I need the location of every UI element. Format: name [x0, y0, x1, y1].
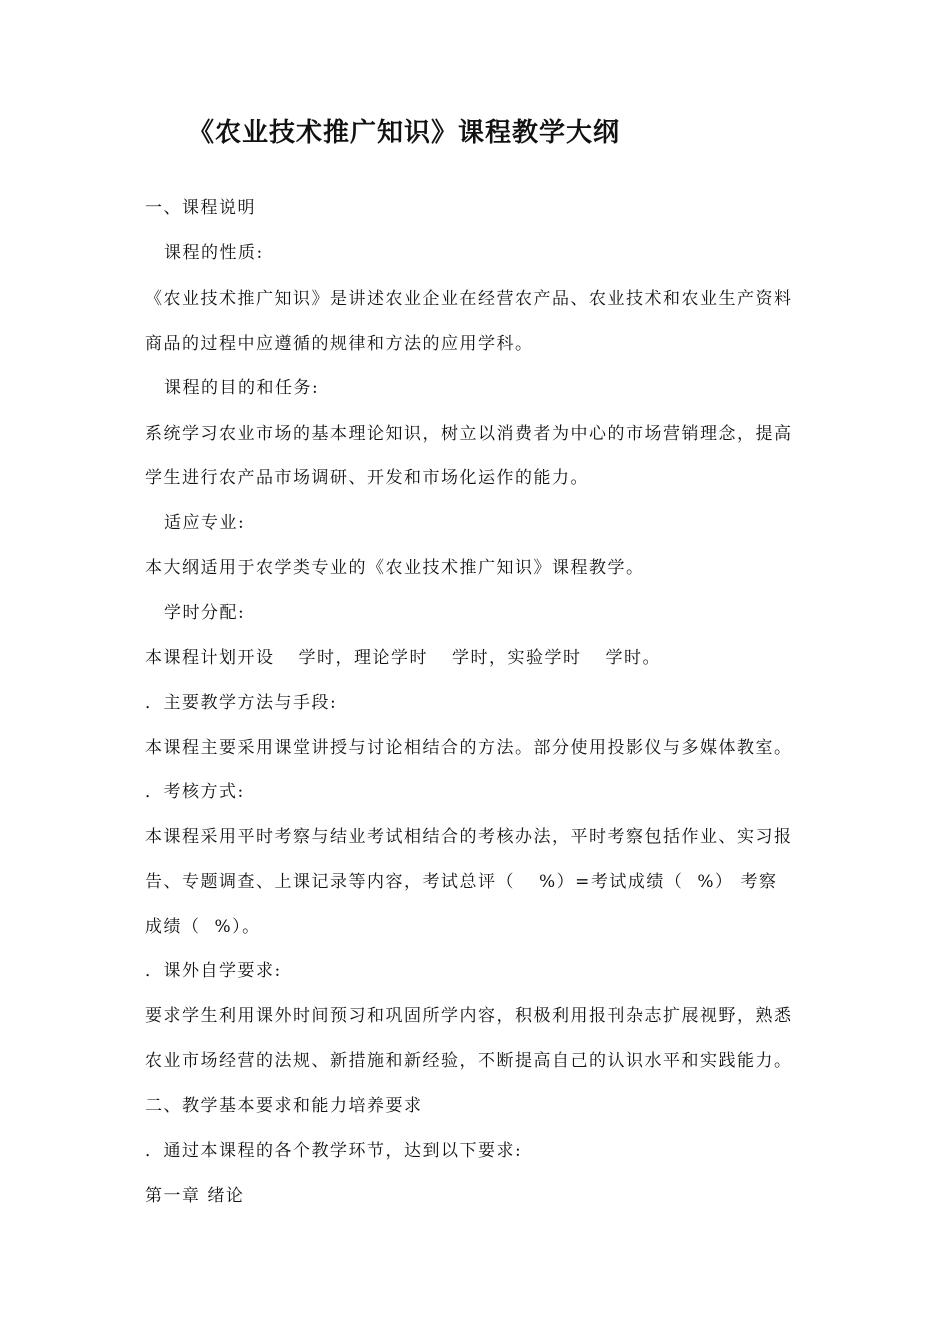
page-title: 《农业技术推广知识》课程教学大纲: [188, 118, 621, 148]
major-text: 本大纲适用于农学类专业的《农业技术推广知识》课程教学。: [145, 558, 645, 578]
purpose-text-1: 系统学习农业市场的基本理论知识，树立以消费者为中心的市场营销理念，提高: [145, 424, 793, 444]
requirements-label: ．通过本课程的各个教学环节，达到以下要求:: [145, 1141, 523, 1161]
hours-label: 学时分配:: [164, 603, 246, 623]
exam-text-3a: 成绩（: [145, 917, 201, 937]
hours-text-d: 学时。: [605, 648, 661, 668]
chapter1-heading: 第一章 绪论: [145, 1186, 245, 1206]
exam-text-2b: %）=考试成绩（: [539, 872, 684, 892]
exam-label: ．考核方式:: [145, 782, 245, 802]
hours-text-a: 本课程计划开设: [145, 648, 275, 668]
exam-text-2a: 告、专题调查、上课记录等内容，考试总评（: [145, 872, 515, 892]
exam-text-2c: %） 考察: [697, 872, 778, 892]
section2-heading: 二、教学基本要求和能力培养要求: [145, 1096, 423, 1116]
exam-text-3b: %）。: [214, 917, 261, 937]
hours-text-c: 学时，实验学时: [452, 648, 582, 668]
hours-text-b: 学时，理论学时: [298, 648, 428, 668]
purpose-label: 课程的目的和任务:: [164, 378, 320, 398]
method-label: ．主要教学方法与手段:: [145, 693, 338, 713]
nature-label: 课程的性质:: [164, 243, 264, 263]
exam-text-3: [145, 916, 261, 938]
selfstudy-text-1: 要求学生利用课外时间预习和巩固所学内容，积极利用报刊杂志扩展视野，熟悉: [145, 1006, 793, 1026]
selfstudy-label: ．课外自学要求:: [145, 961, 282, 981]
exam-text-1: 本课程采用平时考察与结业考试相结合的考核办法，平时考察包括作业、实习报: [145, 827, 793, 847]
exam-text-2: [145, 871, 777, 893]
hours-text: [145, 647, 661, 669]
nature-text-1: 《农业技术推广知识》是讲述农业企业在经营农产品、农业技术和农业生产资料: [145, 289, 793, 309]
nature-text-2: 商品的过程中应遵循的规律和方法的应用学科。: [145, 334, 534, 354]
selfstudy-text-2: 农业市场经营的法规、新措施和新经验，不断提高自己的认识水平和实践能力。: [145, 1051, 793, 1071]
method-text: 本课程主要采用课堂讲授与讨论相结合的方法。部分使用投影仪与多媒体教室。: [145, 738, 793, 758]
purpose-text-2: 学生进行农产品市场调研、开发和市场化运作的能力。: [145, 468, 589, 488]
major-label: 适应专业:: [164, 513, 246, 533]
section1-heading: 一、课程说明: [145, 198, 256, 218]
